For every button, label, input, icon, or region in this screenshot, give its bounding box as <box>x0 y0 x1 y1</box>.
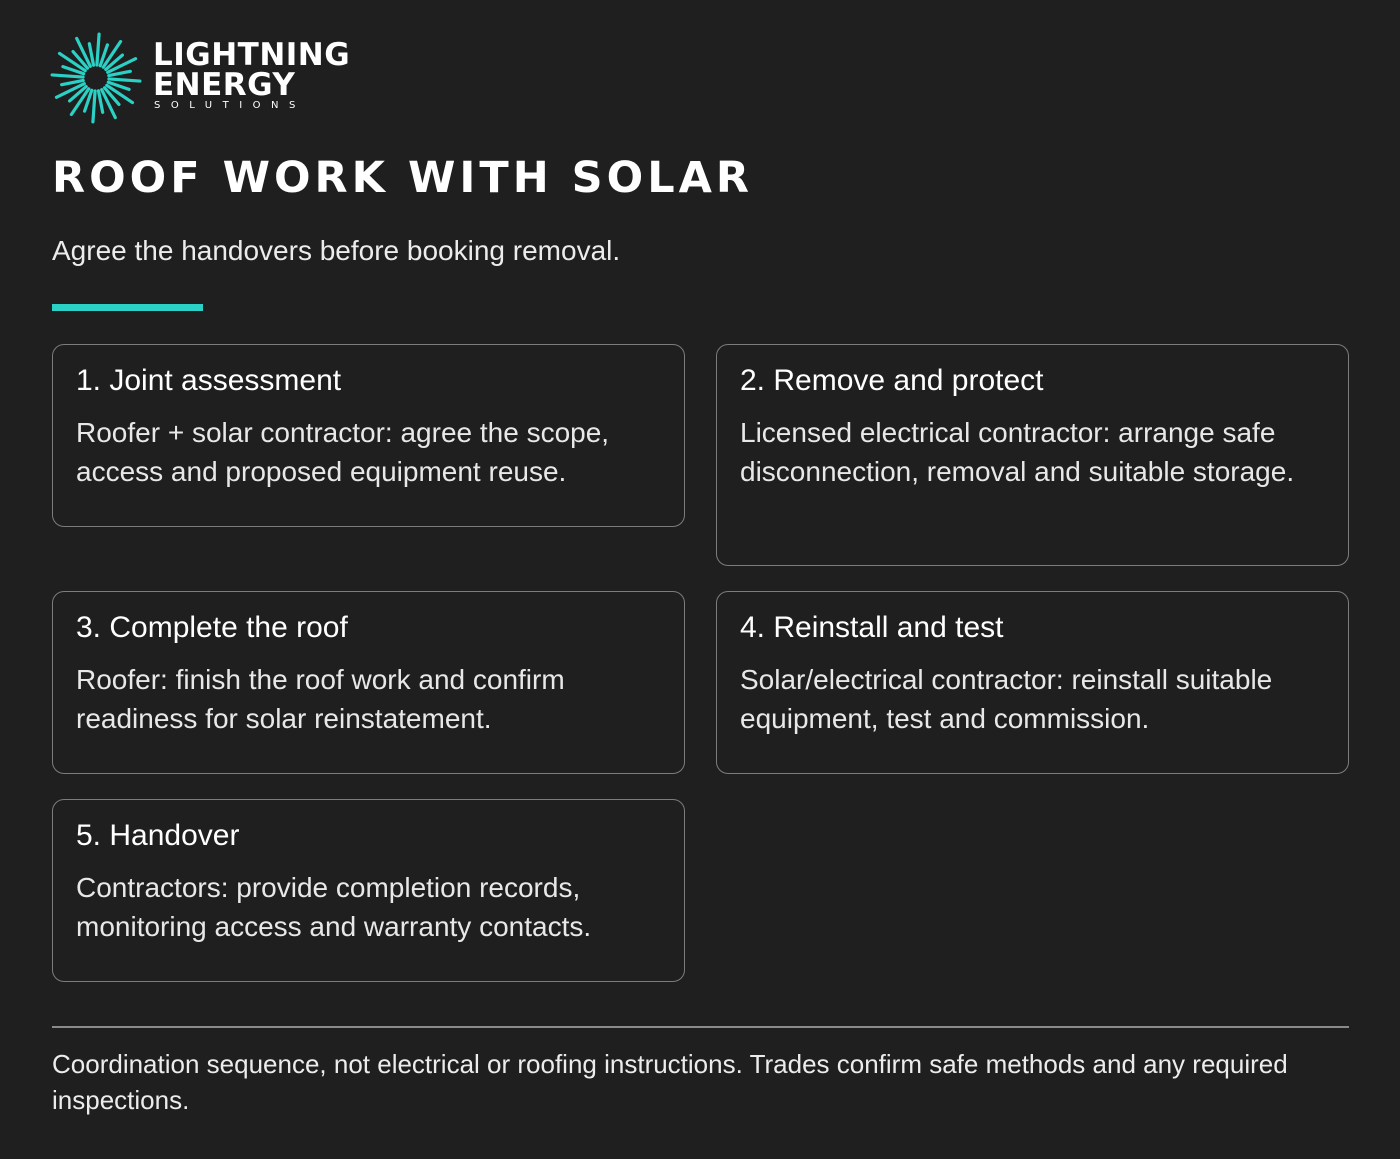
step-card-remove-and-protect <box>716 344 1349 566</box>
step-description: Solar/electrical contractor: reinstall suitable equipment, test and commission. <box>740 664 1273 734</box>
step-title: 2. Remove and protect <box>740 364 1044 397</box>
brand-name-line2: ENERGY <box>153 67 296 103</box>
page-title: ROOF WORK WITH SOLAR <box>52 153 753 203</box>
brand-logo <box>50 30 390 125</box>
step-title: 5. Handover <box>76 819 240 852</box>
step-card-complete-the-roof <box>52 591 685 774</box>
step-title: 4. Reinstall and test <box>740 611 1004 644</box>
page-subtitle: Agree the handovers before booking removal. <box>52 235 621 266</box>
sunburst-icon <box>50 30 146 126</box>
step-description: Roofer + solar contractor: agree the scope, access and proposed equipment reuse. <box>76 417 610 487</box>
step-description: Licensed electrical contractor: arrange safe disconnection, removal and suitable storage. <box>740 417 1295 487</box>
step-description: Roofer: finish the roof work and confirm readiness for solar reinstatement. <box>76 664 565 734</box>
step-card-reinstall-and-test <box>716 591 1349 774</box>
step-description: Contractors: provide completion records, monitoring access and warranty contacts. <box>76 872 592 942</box>
accent-bar <box>52 304 203 311</box>
step-title: 3. Complete the roof <box>76 611 348 644</box>
footer-note: Coordination sequence, not electrical or roofing instructions. Trades confirm safe methods and any required inspections. <box>52 1049 1288 1115</box>
step-title: 1. Joint assessment <box>76 364 342 397</box>
step-card-joint-assessment <box>52 344 685 527</box>
footer-divider <box>52 1026 1349 1028</box>
step-card-handover <box>52 799 685 982</box>
brand-name-line3: SOLUTIONS <box>154 100 306 111</box>
brand-name-line1: LIGHTNING <box>153 37 351 73</box>
